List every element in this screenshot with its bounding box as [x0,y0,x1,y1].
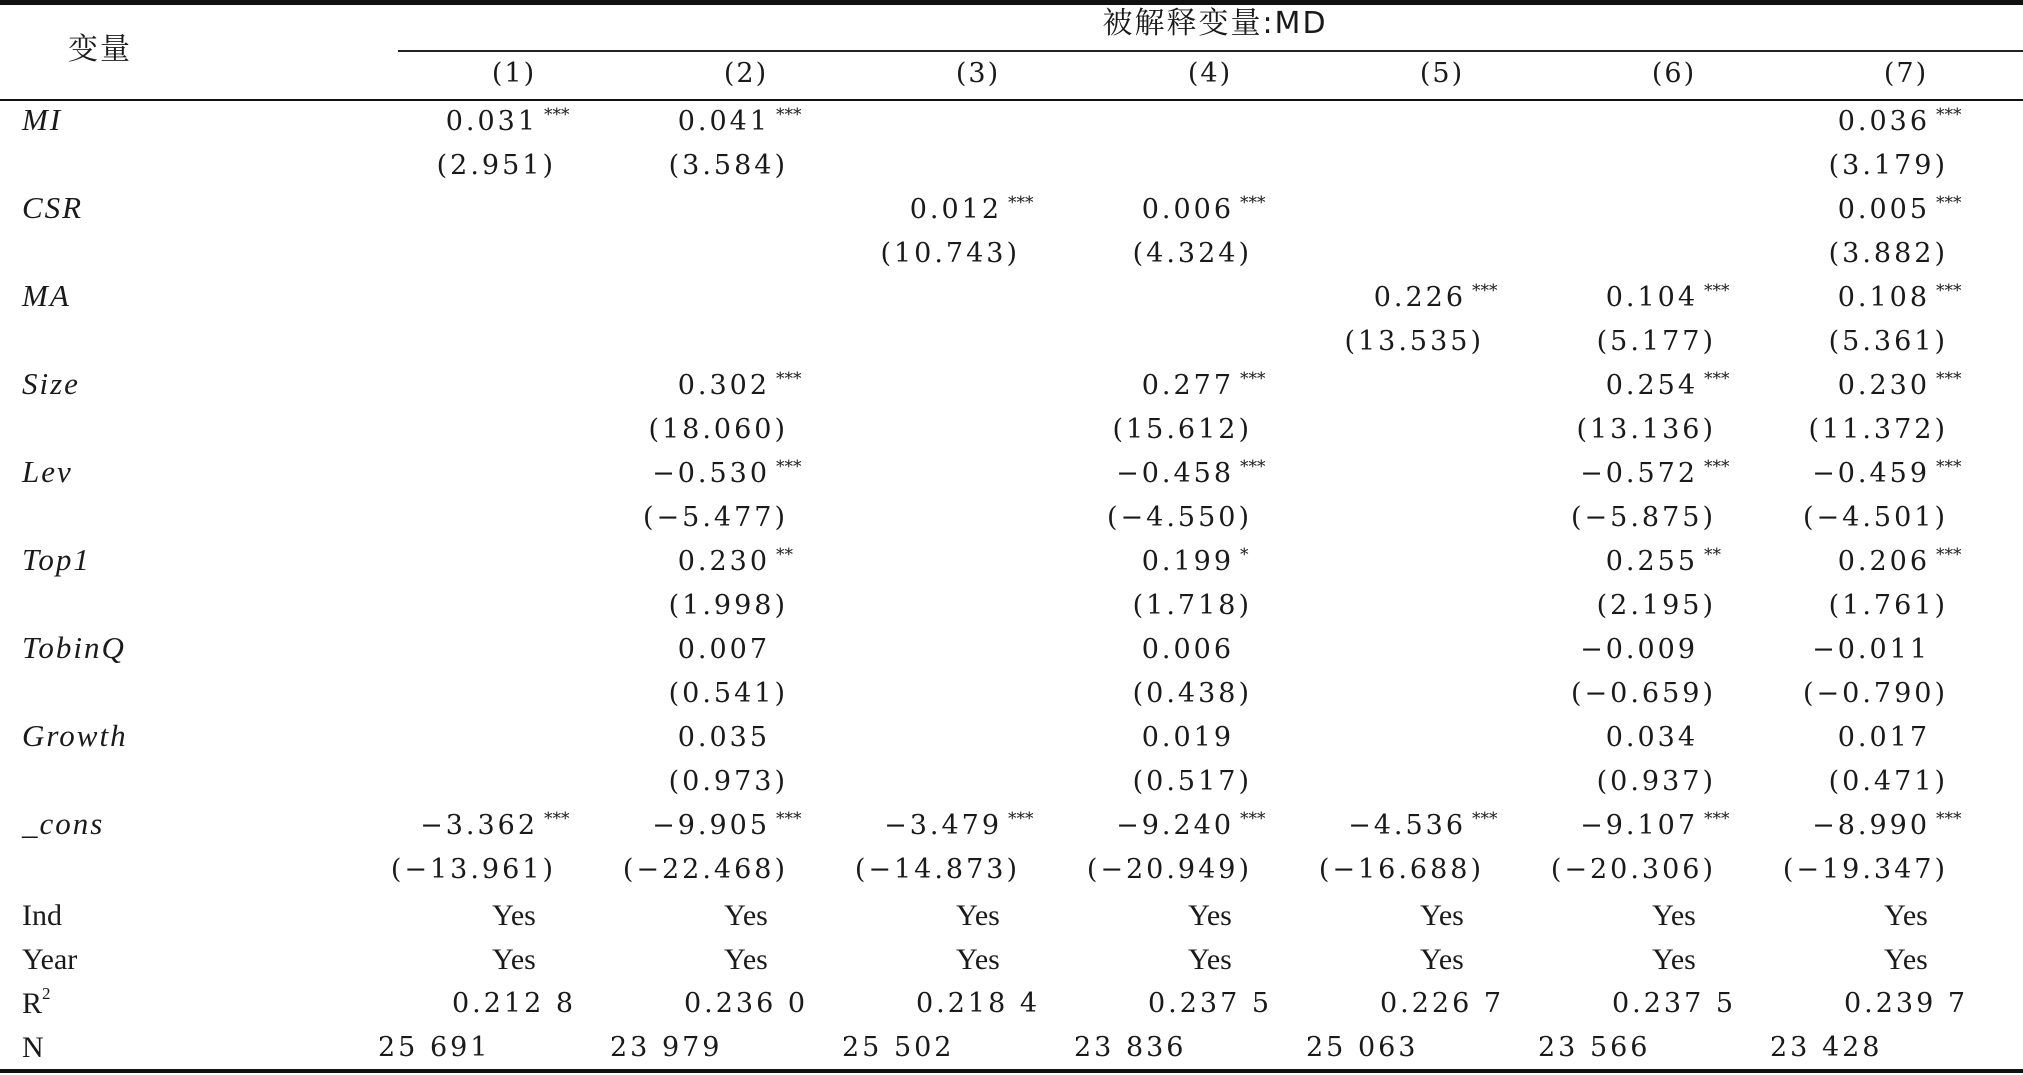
coefficient-cell: 0.108 [1837,282,1930,313]
significance-stars: *** [776,457,802,477]
r2-cell: 0.239 7 [1843,988,1969,1019]
t-stat-cell: (1.761) [1828,590,1948,621]
t-stat-cell: (0.973) [668,766,788,797]
significance-stars: *** [544,105,570,125]
t-stat-cell: (10.743) [880,238,1020,269]
coefficient-cell: 0.302 [677,370,770,401]
t-stat-cell: (−22.468) [622,854,788,885]
table-bottom-rule [0,1069,2023,1073]
significance-stars: *** [1936,457,1962,477]
row-label-n: N [22,1031,44,1064]
year-cell: Yes [1420,943,1464,976]
coefficient-cell: 0.007 [677,634,770,665]
coefficient-cell: −3.479 [884,810,1002,841]
significance-stars: ** [776,545,793,565]
year-cell: Yes [1188,943,1232,976]
row-label: MI [22,102,63,137]
row-label-r2 [22,984,51,1020]
significance-stars: *** [1240,457,1266,477]
coefficient-cell: −0.011 [1812,634,1930,665]
r2-label-superscript: 2 [42,984,51,1003]
significance-stars: *** [1936,545,1962,565]
n-cell: 25 691 [378,1032,491,1063]
significance-stars: *** [776,809,802,829]
year-cell: Yes [1884,943,1928,976]
coefficient-cell: −0.009 [1580,634,1698,665]
significance-stars: *** [776,105,802,125]
coefficient-cell: 0.031 [445,106,538,137]
column-header: (7) [1883,58,1929,89]
row-label: Size [22,366,80,401]
row-label-year: Year [22,943,78,976]
significance-stars: *** [1704,809,1730,829]
coefficient-cell: −0.572 [1580,458,1698,489]
t-stat-cell: (0.438) [1132,678,1252,709]
row-label: Growth [22,718,128,753]
coefficient-cell: 0.012 [909,194,1002,225]
t-stat-cell: (0.937) [1596,766,1716,797]
r2-cell: 0.237 5 [1147,988,1273,1019]
row-label-ind: Ind [22,899,62,932]
t-stat-cell: (2.195) [1596,590,1716,621]
ind-cell: Yes [1652,899,1696,932]
coefficient-cell: −9.905 [652,810,770,841]
year-cell: Yes [1652,943,1696,976]
ind-cell: Yes [1188,899,1232,932]
coefficient-cell: 0.199 [1141,546,1234,577]
n-cell: 25 063 [1306,1032,1419,1063]
stub-header: 变量 [68,32,132,67]
n-cell: 23 979 [610,1032,723,1063]
r2-cell: 0.226 7 [1379,988,1505,1019]
t-stat-cell: (−20.949) [1086,854,1252,885]
t-stat-cell: (1.718) [1132,590,1252,621]
ind-cell: Yes [956,899,1000,932]
coefficient-cell: −8.990 [1812,810,1930,841]
r2-cell: 0.237 5 [1611,988,1737,1019]
n-cell: 25 502 [842,1032,955,1063]
coefficient-cell: −4.536 [1348,810,1466,841]
t-stat-cell: (1.998) [668,590,788,621]
coefficient-cell: 0.104 [1605,282,1698,313]
t-stat-cell: (11.372) [1808,414,1948,445]
t-stat-cell: (0.541) [668,678,788,709]
row-label: TobinQ [22,630,126,665]
significance-stars: *** [544,809,570,829]
spanner-header: 被解释变量:MD [1102,6,1328,41]
t-stat-cell: (0.471) [1828,766,1948,797]
t-stat-cell: (−4.550) [1107,502,1252,533]
column-header: (2) [723,58,769,89]
significance-stars: *** [1704,457,1730,477]
column-header: (4) [1187,58,1233,89]
significance-stars: *** [1240,193,1266,213]
significance-stars: * [1240,545,1249,565]
column-header: (5) [1419,58,1465,89]
column-header: (3) [955,58,1001,89]
t-stat-cell: (−5.875) [1571,502,1716,533]
coefficient-cell: 0.226 [1373,282,1466,313]
t-stat-cell: (4.324) [1132,238,1252,269]
significance-stars: *** [1008,809,1034,829]
spanner-rule [398,50,2023,52]
n-cell: 23 428 [1770,1032,1883,1063]
n-cell: 23 566 [1538,1032,1651,1063]
significance-stars: *** [1472,281,1498,301]
ind-cell: Yes [492,899,536,932]
t-stat-cell: (−5.477) [643,502,788,533]
ind-cell: Yes [1884,899,1928,932]
coefficient-cell: 0.017 [1837,722,1930,753]
significance-stars: *** [1936,809,1962,829]
t-stat-cell: (2.951) [436,150,556,181]
t-stat-cell: (18.060) [648,414,788,445]
coefficient-cell: −0.459 [1812,458,1930,489]
t-stat-cell: (13.535) [1344,326,1484,357]
coefficient-cell: 0.230 [1837,370,1930,401]
t-stat-cell: (−19.347) [1782,854,1948,885]
coefficient-cell: 0.019 [1141,722,1234,753]
t-stat-cell: (−4.501) [1803,502,1948,533]
coefficient-cell: 0.005 [1837,194,1930,225]
year-cell: Yes [492,943,536,976]
row-label: Top1 [22,542,91,577]
significance-stars: *** [1936,281,1962,301]
t-stat-cell: (15.612) [1112,414,1252,445]
t-stat-cell: (−16.688) [1318,854,1484,885]
coefficient-cell: 0.255 [1605,546,1698,577]
significance-stars: *** [1936,193,1962,213]
coefficient-cell: 0.034 [1605,722,1698,753]
t-stat-cell: (3.584) [668,150,788,181]
coefficient-cell: 0.254 [1605,370,1698,401]
row-label: MA [22,278,71,313]
year-cell: Yes [724,943,768,976]
coefficient-cell: 0.277 [1141,370,1234,401]
coefficient-cell: −9.240 [1116,810,1234,841]
significance-stars: *** [1472,809,1498,829]
table-header-rule [0,99,2023,101]
significance-stars: *** [1240,809,1266,829]
coefficient-cell: −0.458 [1116,458,1234,489]
ind-cell: Yes [724,899,768,932]
coefficient-cell: 0.035 [677,722,770,753]
row-label: CSR [22,190,84,225]
row-label: Lev [22,454,73,489]
t-stat-cell: (5.177) [1596,326,1716,357]
ind-cell: Yes [1420,899,1464,932]
column-header: (1) [491,58,537,89]
coefficient-cell: −3.362 [420,810,538,841]
coefficient-cell: 0.041 [677,106,770,137]
t-stat-cell: (5.361) [1828,326,1948,357]
year-cell: Yes [956,943,1000,976]
r2-cell: 0.236 0 [683,988,809,1019]
significance-stars: *** [1936,105,1962,125]
n-cell: 23 836 [1074,1032,1187,1063]
t-stat-cell: (0.517) [1132,766,1252,797]
significance-stars: *** [1704,369,1730,389]
r2-label-text: R [22,987,43,1020]
significance-stars: *** [1240,369,1266,389]
r2-cell: 0.218 4 [915,988,1041,1019]
r2-cell: 0.212 8 [451,988,577,1019]
significance-stars: ** [1704,545,1721,565]
significance-stars: *** [1704,281,1730,301]
coefficient-cell: −9.107 [1580,810,1698,841]
t-stat-cell: (−14.873) [854,854,1020,885]
t-stat-cell: (−20.306) [1550,854,1716,885]
t-stat-cell: (−0.790) [1803,678,1948,709]
coefficient-cell: 0.206 [1837,546,1930,577]
coefficient-cell: 0.036 [1837,106,1930,137]
coefficient-cell: 0.230 [677,546,770,577]
table-top-rule [0,0,2023,5]
t-stat-cell: (−0.659) [1571,678,1716,709]
t-stat-cell: (3.179) [1828,150,1948,181]
significance-stars: *** [776,369,802,389]
t-stat-cell: (3.882) [1828,238,1948,269]
row-label: _cons [22,806,105,841]
coefficient-cell: 0.006 [1141,194,1234,225]
coefficient-cell: −0.530 [652,458,770,489]
t-stat-cell: (−13.961) [390,854,556,885]
column-header: (6) [1651,58,1697,89]
significance-stars: *** [1936,369,1962,389]
significance-stars: *** [1008,193,1034,213]
t-stat-cell: (13.136) [1576,414,1716,445]
coefficient-cell: 0.006 [1141,634,1234,665]
